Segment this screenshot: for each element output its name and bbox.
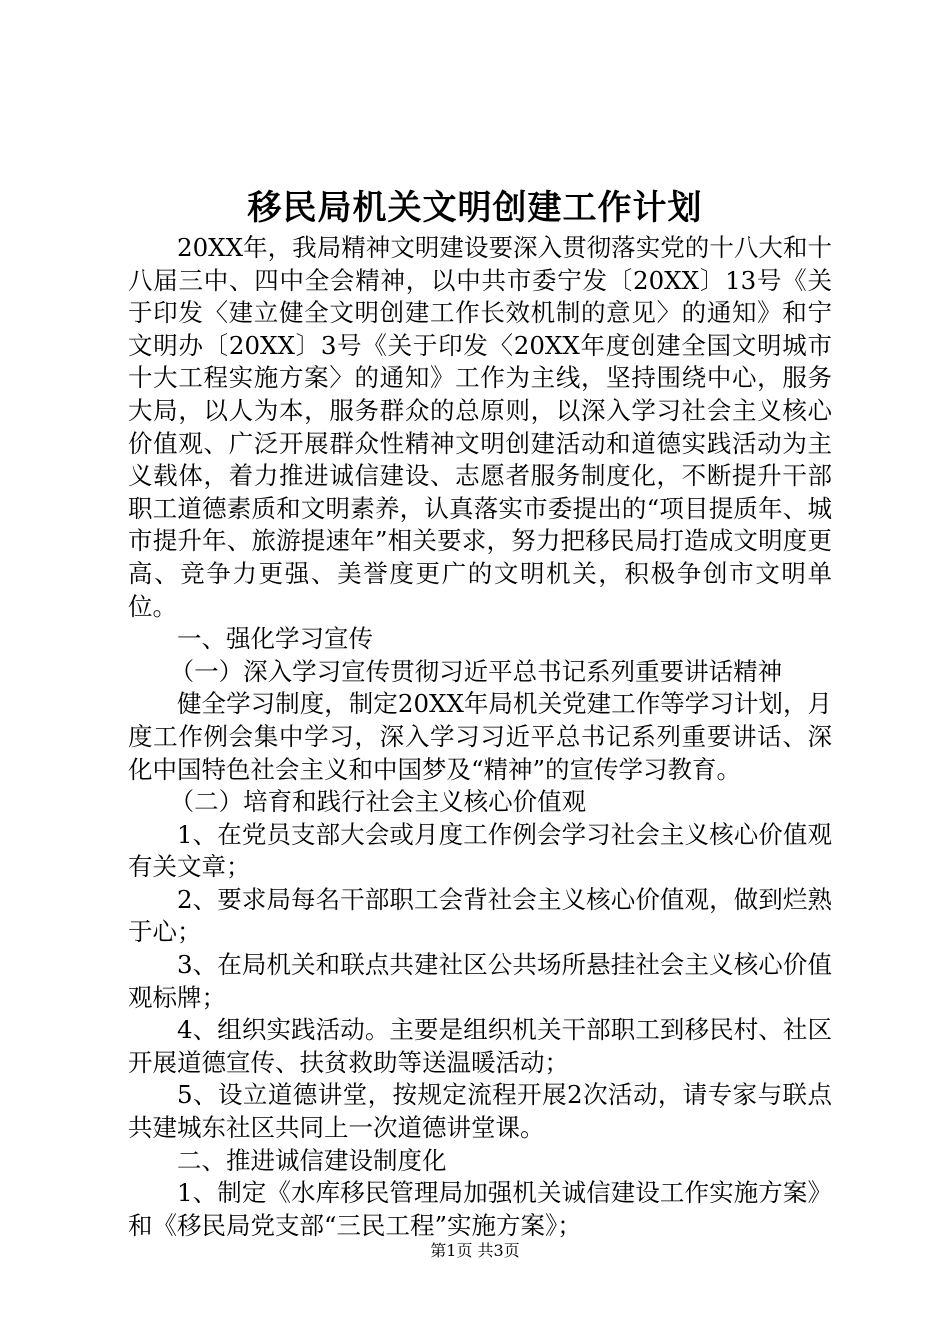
list-item: 1、制定《水库移民管理局加强机关诚信建设工作实施方案》和《移民局党支部“三民工程”实施方案》；	[128, 1178, 832, 1240]
subsection-heading-2: （二）培育和践行社会主义核心价值观	[169, 787, 587, 817]
list-item: 2、要求局每名干部职工会背社会主义核心价值观，做到烂熟于心；	[128, 884, 832, 947]
document-body	[128, 232, 832, 1242]
page-footer: 第1页 共3页	[430, 1241, 520, 1260]
list-item: 5、设立道德讲堂，按规定流程开展2次活动，请专家与联点共建城东社区共同上一次道德讲堂课。	[128, 1080, 832, 1143]
subsection-heading-1: （一）深入学习宣传贯彻习近平总书记系列重要讲话精神	[169, 656, 783, 686]
list-item: 3、在局机关和联点共建社区公共场所悬挂社会主义核心价值观标牌；	[128, 950, 832, 1012]
section-heading-2: 二、推进诚信建设制度化	[177, 1145, 447, 1175]
document-title: 移民局机关文明创建工作计划	[247, 188, 703, 228]
list-item: 1、在党员支部大会或月度工作例会学习社会主义核心价值观有关文章；	[128, 819, 832, 882]
body-paragraph: 健全学习制度，制定20XX年局机关党建工作等学习计划，月度工作例会集中学习，深入学习习近平总书记系列重要讲话、深化中国特色社会主义和中国梦及“精神”的宣传学习教育。	[128, 689, 832, 784]
list-item: 4、组织实践活动。主要是组织机关干部职工到移民村、社区开展道德宣传、扶贫救助等送温暖活动；	[128, 1015, 832, 1077]
section-heading-1: 一、强化学习宣传	[177, 624, 373, 654]
intro-paragraph: 20XX年，我局精神文明建设要深入贯彻落实党的十八大和十八届三中、四中全会精神，以中共市委宁发〔20XX〕13号《关于印发〈建立健全文明创建工作长效机制的意见〉的通知》和宁文明办〔20XX〕3号《关于印发〈20XX年度创建全国文明城市十大工程实施方案〉的通知》工作为主线，坚持围绕中心，服务大局，以人为本，服务群众的总原则，以深入学习社会主义核心价值观、广泛开展群众性精神文明创建活动和道德实践活动为主义载体，着力推进诚信建设、志愿者服务制度化，不断提升干部职工道德素质和文明素养，认真落实市委提出的“项目提质年、城市提升年、旅游提速年”相关要求，努力把移民局打造成文明度更高、竞争力更强、美誉度更广的文明机关，积极争创市文明单位。	[128, 233, 832, 621]
